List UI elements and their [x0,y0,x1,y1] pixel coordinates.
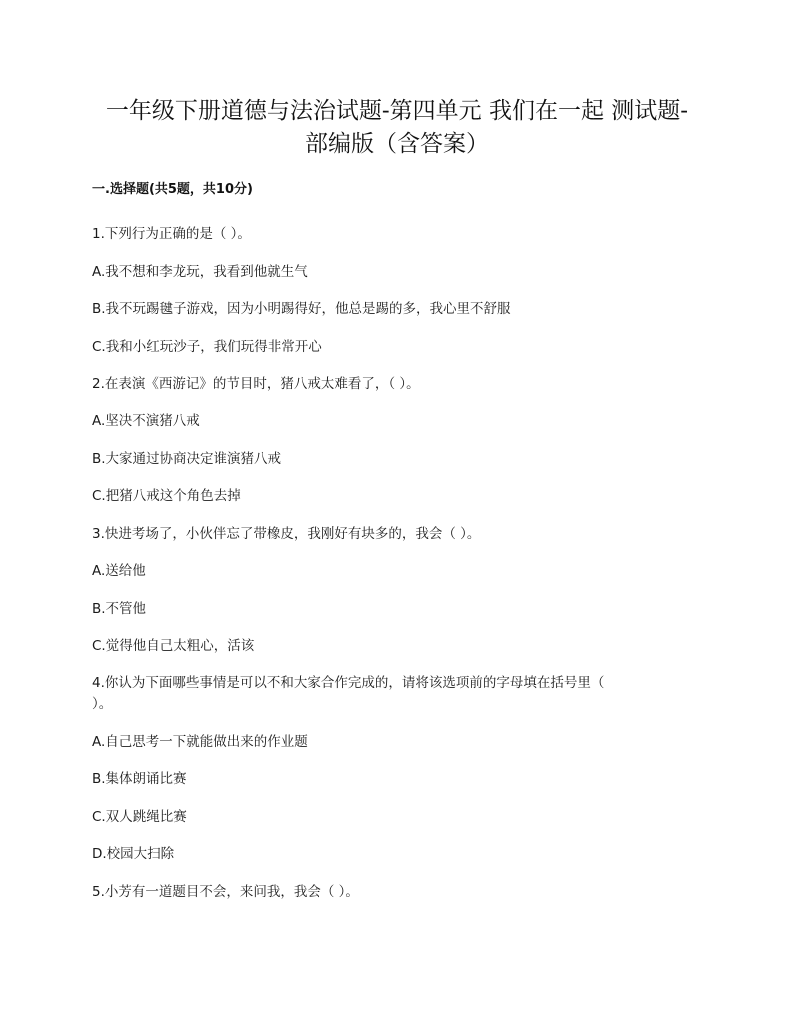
question-1-option-c: C.我和小红玩沙子，我们玩得非常开心 [92,339,322,355]
question-2-stem: 2.在表演《西游记》的节目时，猪八戒太难看了，（ ）。 [92,376,420,392]
document-title-line-1: 一年级下册道德与法治试题-第四单元 我们在一起 测试题- [105,98,689,124]
question-2-option-c: C.把猪八戒这个角色去掉 [92,488,241,504]
question-1-option-b: B.我不玩踢毽子游戏，因为小明踢得好，他总是踢的多，我心里不舒服 [92,301,511,317]
question-4-option-c: C.双人跳绳比赛 [92,809,187,825]
question-5-stem: 5.小芳有一道题目不会，来问我，我会（ ）。 [92,884,359,900]
question-3-stem: 3.快进考场了，小伙伴忘了带橡皮，我刚好有块多的，我会（ ）。 [92,526,481,542]
question-1-option-a: A.我不想和李龙玩，我看到他就生气 [92,264,308,280]
question-4-option-b: B.集体朗诵比赛 [92,771,187,787]
question-2-option-b: B.大家通过协商决定谁演猪八戒 [92,451,282,467]
question-4-option-a: A.自己思考一下就能做出来的作业题 [92,734,308,750]
question-3-option-b: B.不管他 [92,601,147,617]
question-3-option-a: A.送给他 [92,563,146,579]
question-4-stem-line-1: 4.你认为下面哪些事情是可以不和大家合作完成的，请将该选项前的字母填在括号里（ [92,675,605,691]
question-3-option-c: C.觉得他自己太粗心，活该 [92,638,255,654]
question-4-option-d: D.校园大扫除 [92,846,175,862]
question-2-option-a: A.坚决不演猪八戒 [92,413,200,429]
question-4-stem-line-2: ）。 [92,696,113,712]
document-title-line-2: 部编版（含答案） [305,131,489,157]
question-1-stem: 1.下列行为正确的是（ ）。 [92,226,251,242]
section-heading: 一.选择题(共5题，共10分) [92,182,253,197]
